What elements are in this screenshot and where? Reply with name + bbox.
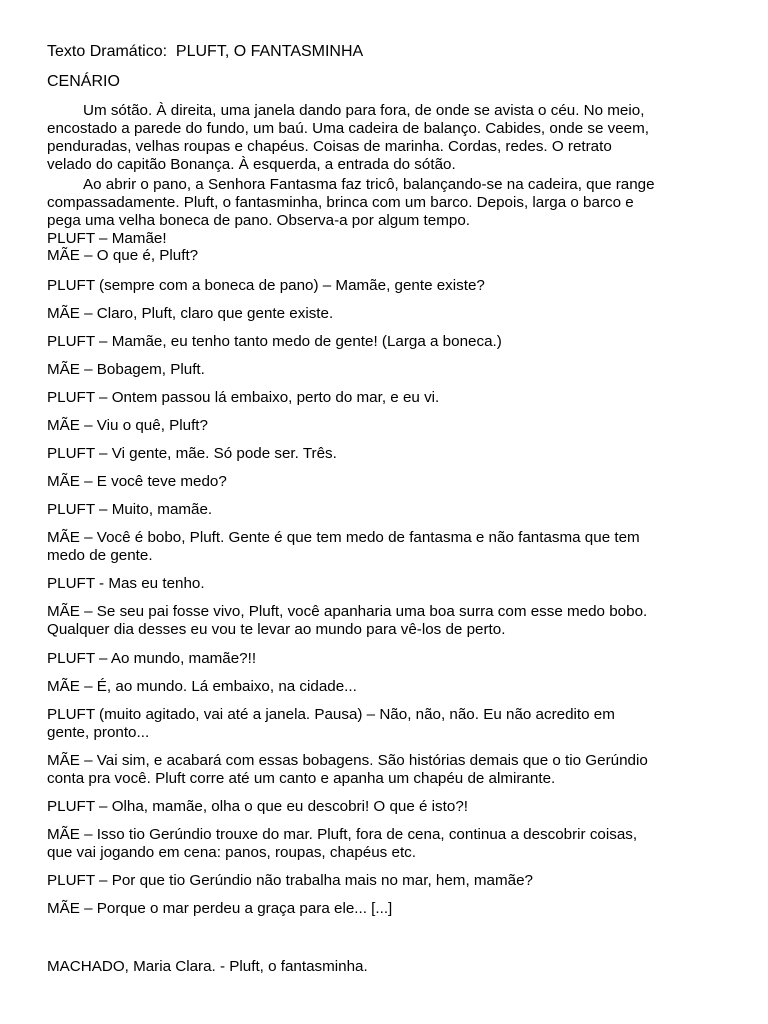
citation: MACHADO, Maria Clara. - Pluft, o fantasminha. (47, 958, 368, 975)
dialogue-line: MÃE – Bobagem, Pluft. (47, 361, 205, 378)
dialogue-line: MÃE – Claro, Pluft, claro que gente existe. (47, 305, 334, 322)
dialogue-line: medo de gente. (47, 547, 153, 564)
dialogue-line: PLUFT – Mamãe! (47, 230, 167, 247)
scenario-line: compassadamente. Pluft, o fantasminha, brinca com um barco. Depois, larga o barco e (47, 194, 634, 211)
dialogue-line: PLUFT – Por que tio Gerúndio não trabalha mais no mar, hem, mamãe? (47, 872, 533, 889)
dialogue-line: MÃE – Isso tio Gerúndio trouxe do mar. Pluft, fora de cena, continua a descobrir coisas, (47, 826, 638, 843)
scenario-line: Um sótão. À direita, uma janela dando para fora, de onde se avista o céu. No meio, (83, 102, 645, 119)
dialogue-line: PLUFT (sempre com a boneca de pano) – Mamãe, gente existe? (47, 277, 485, 294)
dialogue-line: MÃE – É, ao mundo. Lá embaixo, na cidade... (47, 678, 357, 695)
dialogue-line: MÃE – Viu o quê, Pluft? (47, 417, 208, 434)
dialogue-line: MÃE – E você teve medo? (47, 473, 227, 490)
dialogue-line: PLUFT – Ao mundo, mamãe?!! (47, 650, 257, 667)
scenario-line: pega uma velha boneca de pano. Observa-a por algum tempo. (47, 212, 470, 229)
dialogue-line: conta pra você. Pluft corre até um canto e apanha um chapéu de almirante. (47, 770, 556, 787)
dialogue-line: gente, pronto... (47, 724, 150, 741)
dialogue-line: PLUFT – Mamãe, eu tenho tanto medo de gente! (Larga a boneca.) (47, 333, 502, 350)
dialogue-line: MÃE – O que é, Pluft? (47, 247, 199, 264)
scenario-line: penduradas, velhas roupas e chapéus. Coisas de marinha. Cordas, redes. O retrato (47, 138, 612, 155)
scenario-line: encostado a parede do fundo, um baú. Uma cadeira de balanço. Cabides, onde se veem, (47, 120, 649, 137)
dialogue-line: que vai jogando em cena: panos, roupas, chapéus etc. (47, 844, 416, 861)
dialogue-line: PLUFT – Ontem passou lá embaixo, perto do mar, e eu vi. (47, 389, 440, 406)
dialogue-line: Qualquer dia desses eu vou te levar ao mundo para vê-los de perto. (47, 621, 506, 638)
dialogue-line: PLUFT - Mas eu tenho. (47, 575, 205, 592)
scenario-line: velado do capitão Bonança. À esquerda, a entrada do sótão. (47, 156, 456, 173)
section-heading: CENÁRIO (47, 73, 120, 90)
dialogue-line: PLUFT (muito agitado, vai até a janela. Pausa) – Não, não, não. Eu não acredito em (47, 706, 615, 723)
dialogue-line: MÃE – Você é bobo, Pluft. Gente é que tem medo de fantasma e não fantasma que tem (47, 529, 640, 546)
dialogue-line: MÃE – Porque o mar perdeu a graça para ele... [...] (47, 900, 393, 917)
dialogue-line: MÃE – Se seu pai fosse vivo, Pluft, você apanharia uma boa surra com esse medo bobo. (47, 603, 648, 620)
dialogue-line: PLUFT – Muito, mamãe. (47, 501, 213, 518)
dialogue-line: PLUFT – Vi gente, mãe. Só pode ser. Três. (47, 445, 337, 462)
scenario-line: Ao abrir o pano, a Senhora Fantasma faz tricô, balançando-se na cadeira, que range (83, 176, 655, 193)
dialogue-line: MÃE – Vai sim, e acabará com essas bobagens. São histórias demais que o tio Gerúndio (47, 752, 648, 769)
document-title: Texto Dramático: PLUFT, O FANTASMINHA (47, 43, 364, 60)
dialogue-line: PLUFT – Olha, mamãe, olha o que eu descobri! O que é isto?! (47, 798, 468, 815)
